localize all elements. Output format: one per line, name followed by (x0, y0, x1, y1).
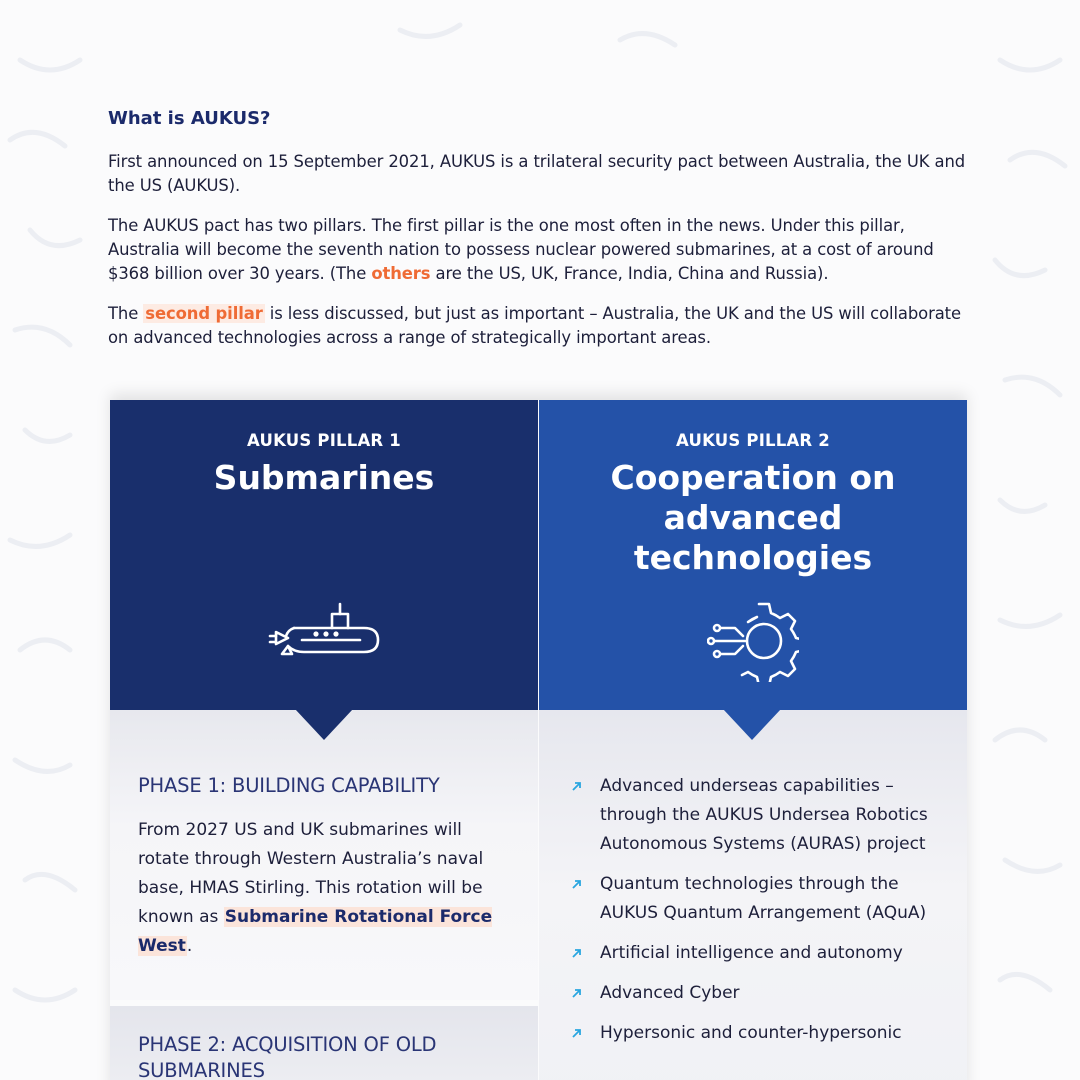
pillar-2-title: Cooperation on advanced technologies (610, 458, 896, 577)
pillar-2-pointer (723, 709, 781, 740)
list-item: Advanced underseas capabilities – through the AUKUS Undersea Robotics Autonomous Systems (AURAS) project (571, 772, 961, 859)
arrow-up-right-icon (571, 879, 582, 890)
intro-paragraph-3: The second pillar is less discussed, but just as important – Australia, the UK and the US will collaborate on advanced technologies across a range of strategically important areas. (108, 304, 961, 347)
list-item: Quantum technologies through the AUKUS Quantum Arrangement (AQuA) (571, 870, 961, 928)
pillar-2-list (571, 772, 961, 1059)
phase-1-title: PHASE 1: BUILDING CAPABILITY (138, 774, 440, 797)
pillar-2-column (539, 400, 967, 1080)
pillar-1-header (110, 400, 538, 710)
arrow-up-right-icon (571, 781, 582, 792)
intro-paragraph-1: First announced on 15 September 2021, AUKUS is a trilateral security pact between Australia, the UK and the US (AUKUS). (108, 152, 966, 195)
arrow-up-right-icon (571, 1028, 582, 1039)
gear-circuit-icon (707, 600, 799, 682)
intro-paragraph-2: The AUKUS pact has two pillars. The first pillar is the one most often in the news. Under this pillar, Australia will become the seventh nation to possess nuclear powered submarines, at a cost of around $368 billion over 30 years. (The others are the US, UK, France, India, China and Russia). (108, 216, 934, 283)
arrow-up-right-icon (571, 988, 582, 999)
arrow-up-right-icon (571, 948, 582, 959)
submarine-rotational-force-highlight: Submarine Rotational Force West (138, 907, 493, 956)
intro-section (108, 108, 968, 366)
others-highlight: others (371, 264, 431, 283)
pillar-1-kicker: AUKUS PILLAR 1 (247, 431, 401, 450)
pillars-panel (110, 400, 967, 1080)
submarine-icon (266, 600, 382, 662)
list-item: Artificial intelligence and autonomy (571, 939, 961, 968)
second-pillar-highlight: second pillar (145, 304, 263, 323)
list-item: Hypersonic and counter-hypersonic (571, 1019, 961, 1048)
intro-heading: What is AUKUS? (108, 108, 271, 129)
pillar-2-kicker: AUKUS PILLAR 2 (676, 431, 830, 450)
pillar-1-column (110, 400, 538, 1080)
phase-2-title: PHASE 2: ACQUISITION OF OLD SUBMARINES (138, 1033, 437, 1080)
pillar-1-pointer (295, 709, 353, 740)
pillar-1-title: Submarines (213, 458, 435, 497)
pillar-2-header (539, 400, 967, 710)
phase-1-text: From 2027 US and UK submarines will rotate through Western Australia’s naval base, HMAS Stirling. This rotation will be known as Submarine Rotational Force West. (138, 820, 493, 956)
list-item: Advanced Cyber (571, 979, 961, 1008)
